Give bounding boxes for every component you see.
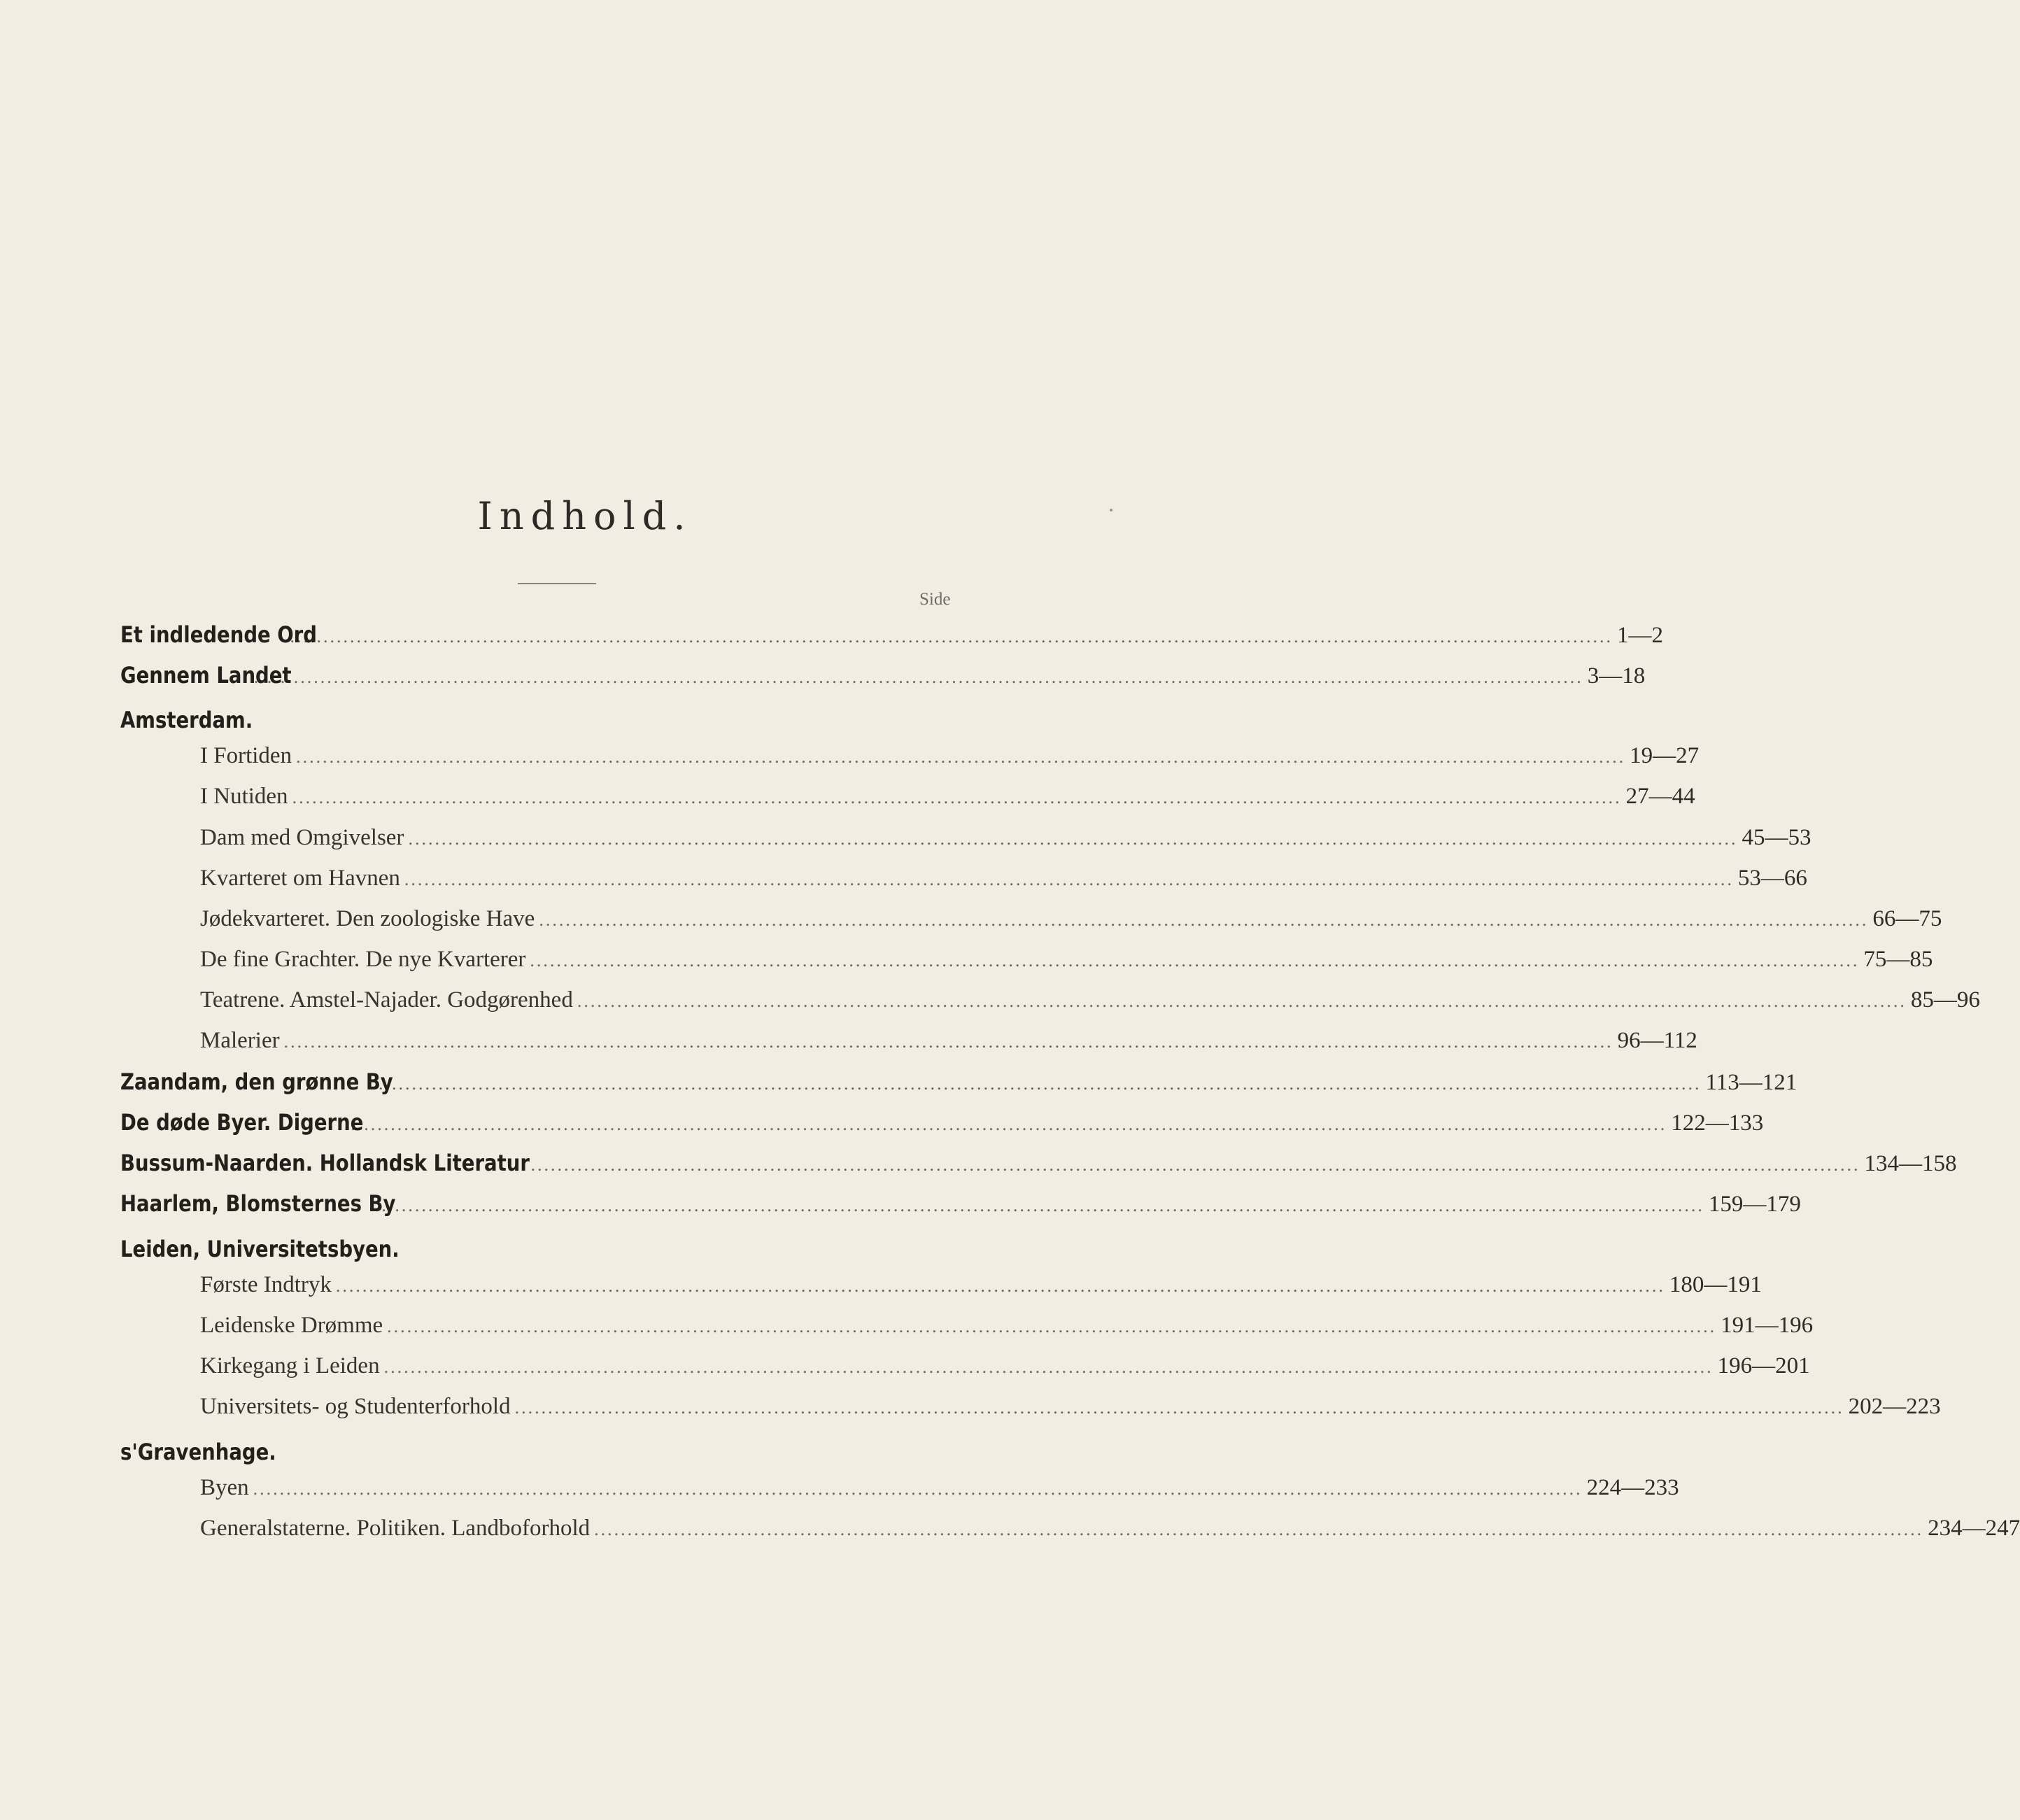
dot-leader: ........................................................................................................................................................................................................ xyxy=(404,869,1734,889)
toc-page-range: 45—53 xyxy=(1742,825,1811,850)
toc-entry-title: Kirkegang i Leiden xyxy=(200,1353,380,1378)
toc-page-range: 96—112 xyxy=(1617,1028,1697,1053)
toc-entry-title: Et indledende Ord xyxy=(120,621,317,648)
dot-leader: ........................................................................................................................................................................................................ xyxy=(530,1155,1860,1175)
toc-page-range: 196—201 xyxy=(1717,1353,1810,1378)
toc-entry-title: I Nutiden xyxy=(200,784,288,809)
dot-leader: ........................................................................................................................................................................................................ xyxy=(387,1316,1717,1336)
toc-entry[interactable] xyxy=(200,1272,1762,1311)
toc-section-heading: Amsterdam. xyxy=(120,707,253,733)
toc-page-range: 134—158 xyxy=(1864,1151,1957,1176)
toc-entry-title: Leidenske Drømme xyxy=(200,1313,383,1338)
toc-page-range: 75—85 xyxy=(1863,947,1933,972)
toc-entry-title: Byen xyxy=(200,1475,249,1500)
toc-entry-title: Dam med Omgivelser xyxy=(200,825,404,850)
toc-entry-title: Haarlem, Blomsternes By xyxy=(120,1190,396,1217)
toc-page-range: 27—44 xyxy=(1625,784,1695,809)
toc-entry[interactable] xyxy=(120,1068,1797,1108)
dot-leader: ........................................................................................................................................................................................................ xyxy=(253,1479,1583,1499)
toc-entry[interactable] xyxy=(120,621,1663,661)
toc-entry[interactable] xyxy=(200,1313,1814,1352)
toc-entry[interactable] xyxy=(200,866,1807,905)
toc-section-heading: Leiden, Universitetsbyen. xyxy=(120,1236,400,1262)
dot-leader: ........................................................................................................................................................................................................ xyxy=(283,1031,1613,1052)
dot-leader: ........................................................................................................................................................................................................ xyxy=(292,787,1622,807)
toc-entry[interactable] xyxy=(200,947,1933,986)
dot-leader: ........................................................................................................................................................................................................ xyxy=(514,1397,1844,1418)
dot-leader: ........................................................................................................................................................................................................ xyxy=(530,950,1860,971)
paper-speck xyxy=(1110,509,1113,512)
dot-leader: ........................................................................................................................................................................................................ xyxy=(383,1357,1714,1377)
dot-leader: ........................................................................................................................................................................................................ xyxy=(296,747,1626,767)
toc-page-range: 19—27 xyxy=(1630,743,1700,768)
toc-entry[interactable] xyxy=(200,1353,1810,1392)
dot-leader: ........................................................................................................................................................................................................ xyxy=(408,828,1738,849)
toc-entry[interactable] xyxy=(120,662,1646,701)
page-title: Indhold. xyxy=(477,494,693,538)
toc-entry[interactable] xyxy=(200,825,1811,864)
toc-entry[interactable] xyxy=(200,1394,1941,1433)
toc-entry[interactable] xyxy=(200,743,1700,782)
title-rule xyxy=(518,583,596,584)
toc-entry-title: Zaandam, den grønne By xyxy=(120,1068,393,1095)
toc-page-range: 53—66 xyxy=(1737,866,1807,891)
toc-entry-title: De fine Grachter. De nye Kvarterer xyxy=(200,947,526,972)
toc-entry[interactable] xyxy=(200,987,1980,1027)
toc-entry[interactable] xyxy=(120,1109,1764,1148)
toc-entry-title: De døde Byer. Digerne xyxy=(120,1109,364,1136)
toc-page-range: 66—75 xyxy=(1872,906,1942,931)
toc-entry[interactable] xyxy=(120,1150,1957,1189)
toc-page-range: 3—18 xyxy=(1587,663,1646,689)
toc-entry-title: I Fortiden xyxy=(200,743,292,768)
dot-leader: ........................................................................................................................................................................................................ xyxy=(253,667,1583,687)
toc-page-range: 202—223 xyxy=(1848,1394,1941,1419)
toc-entry-title: Generalstaterne. Politiken. Landboforhold xyxy=(200,1516,591,1541)
dot-leader: ........................................................................................................................................................................................................ xyxy=(372,1073,1702,1094)
dot-leader: ........................................................................................................................................................................................................ xyxy=(594,1519,1924,1539)
toc-page-range: 224—233 xyxy=(1586,1475,1679,1500)
toc-entry-title: Kvarteret om Havnen xyxy=(200,866,400,891)
side-column-label: Side xyxy=(919,590,951,609)
toc-entry-title: Malerier xyxy=(200,1028,280,1053)
toc-entry[interactable] xyxy=(200,906,1942,945)
toc-entry-title: Første Indtryk xyxy=(200,1272,332,1297)
toc-page-range: 113—121 xyxy=(1705,1070,1797,1095)
dot-leader: ........................................................................................................................................................................................................ xyxy=(577,991,1907,1011)
toc-entry-title: Gennem Landet xyxy=(120,662,292,689)
dot-leader: ........................................................................................................................................................................................................ xyxy=(374,1195,1704,1215)
toc-page-range: 85—96 xyxy=(1910,987,1980,1013)
toc-entry[interactable] xyxy=(200,1516,2020,1555)
toc-page-range: 191—196 xyxy=(1721,1313,1814,1338)
toc-page-range: 122—133 xyxy=(1671,1110,1764,1136)
toc-entry-title: Jødekvarteret. Den zoologiske Have xyxy=(200,906,535,931)
toc-entry[interactable] xyxy=(200,784,1695,823)
dot-leader: ........................................................................................................................................................................................................ xyxy=(337,1114,1667,1134)
toc-entry-title: Universitets- og Studenterforhold xyxy=(200,1394,511,1419)
dot-leader: ........................................................................................................................................................................................................ xyxy=(283,626,1613,647)
toc-page-range: 234—247 xyxy=(1928,1516,2020,1541)
toc-page-range: 180—191 xyxy=(1669,1272,1762,1297)
toc-entry-title: Bussum-Naarden. Hollandsk Literatur xyxy=(120,1150,530,1176)
dot-leader: ........................................................................................................................................................................................................ xyxy=(335,1276,1665,1296)
dot-leader: ........................................................................................................................................................................................................ xyxy=(539,910,1869,930)
toc-entry[interactable] xyxy=(200,1028,1697,1067)
toc-entry[interactable] xyxy=(200,1475,1679,1514)
toc-page-range: 159—179 xyxy=(1708,1192,1801,1217)
toc-section-heading: s'Gravenhage. xyxy=(120,1439,276,1465)
toc-entry[interactable] xyxy=(120,1190,1801,1229)
toc-page-range: 1—2 xyxy=(1616,623,1663,648)
toc-entry-title: Teatrene. Amstel-Najader. Godgørenhed xyxy=(200,987,573,1013)
